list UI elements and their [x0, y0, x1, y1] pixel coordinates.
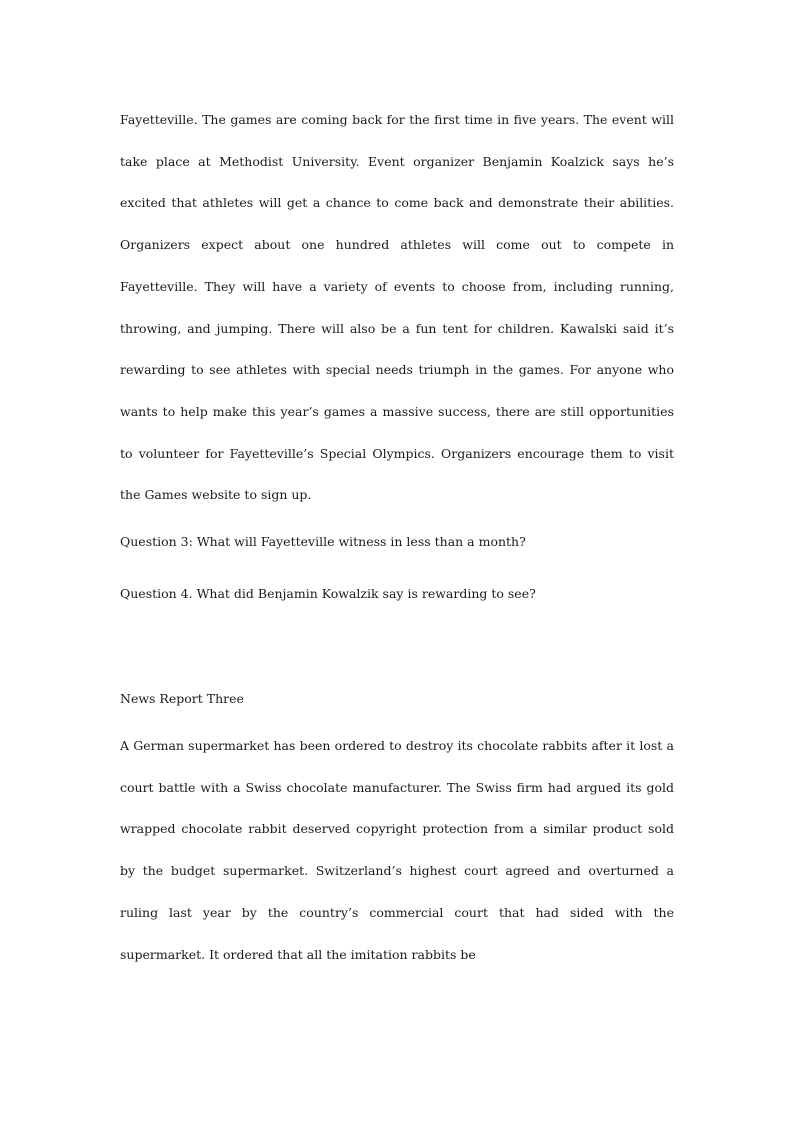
- document-page: [120, 99, 674, 975]
- question-four: Question 4. What did Benjamin Kowalzik say is rewarding to see?: [120, 586, 536, 602]
- report-two-paragraph: Fayetteville. The games are coming back for the first time in five years. The event will take place at Methodist University. Event organizer Benjamin Koalzick says he’s excited that athletes will get a chance to come back and demonstrate their abilities. Organizers expect about one hundred athletes will come out to compete in Fayetteville. They will have a variety of events to choose from, including running, throwing, and jumping. There will also be a fun tent for children. Kawalski said it’s rewarding to see athletes with special needs triumph in the games. For anyone who wants to help make this year’s games a massive success, there are still opportunities to volunteer for Fayetteville’s Special Olympics. Organizers encourage them to visit the Games website to sign up.: [120, 112, 674, 503]
- section-spacer: [120, 620, 674, 673]
- report-three-heading: News Report Three: [120, 691, 244, 707]
- report-three-paragraph: A German supermarket has been ordered to destroy its chocolate rabbits after it lost a court battle with a Swiss chocolate manufacturer. The Swiss firm had argued its gold wrapped chocolate rabbit deserved copyright protection from a similar product sold by the budget supermarket. Switzerland’s highest court agreed and overturned a ruling last year by the country’s commercial court that had sided with the supermarket. It ordered that all the imitation rabbits be: [120, 738, 674, 962]
- question-three: Question 3: What will Fayetteville witness in less than a month?: [120, 534, 526, 550]
